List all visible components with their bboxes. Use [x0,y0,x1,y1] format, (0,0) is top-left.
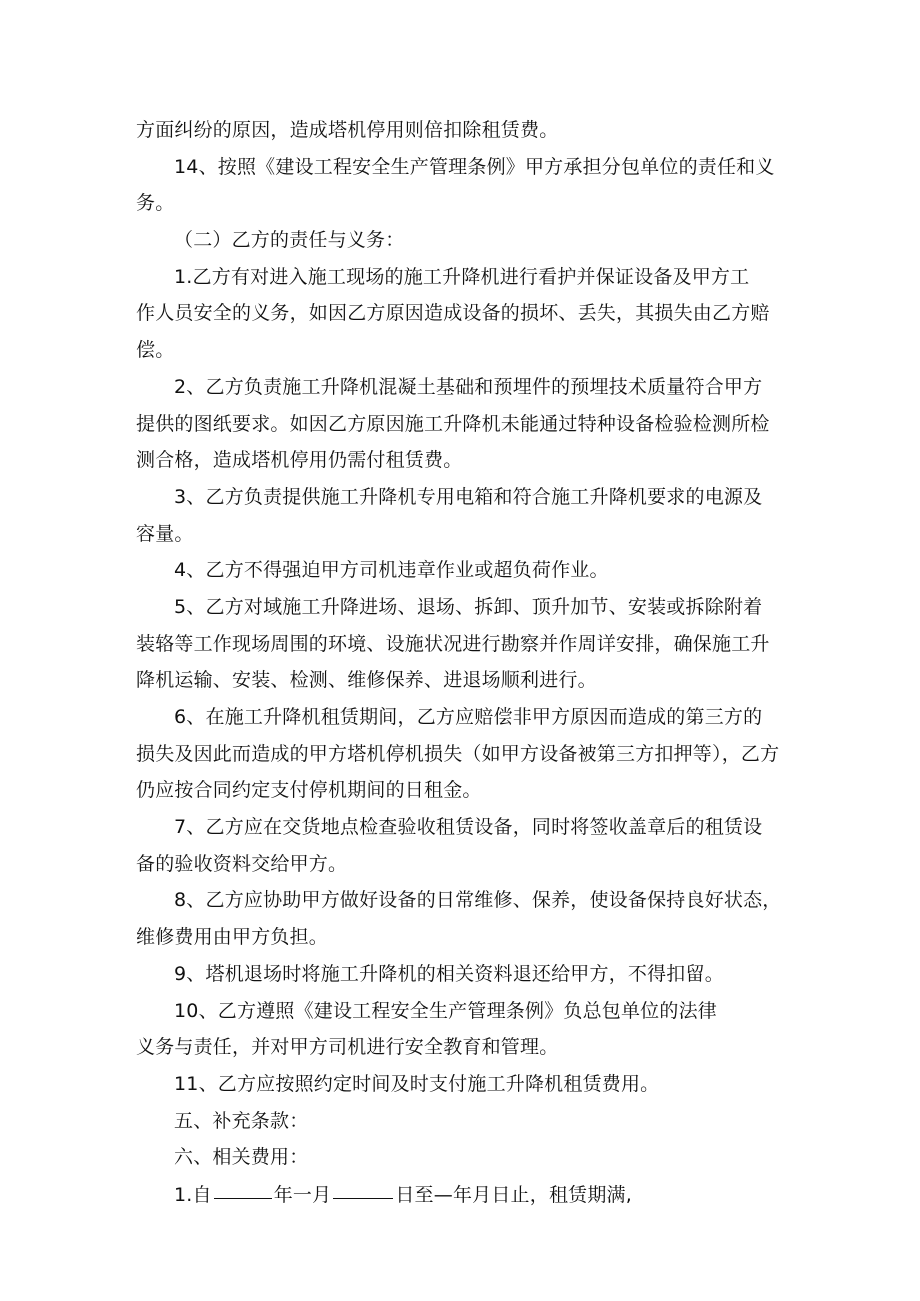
clause-b3-line-2: 容量。 [136,522,194,545]
document-body [136,112,816,1213]
clause-14-line-2: 务。 [136,192,175,215]
clause-b2-line-1: 2、乙方负责施工升降机混凝土基础和预埋件的预埋技术质量符合甲方 [174,375,763,398]
clause-b6-line-3: 仍应按合同约定支付停机期间的日租金。 [136,779,482,802]
year-blank [214,1176,272,1199]
clause-b1-line-3: 偿。 [136,339,175,362]
clause-b3-line-1: 3、乙方负责提供施工升降机专用电箱和符合施工升降机要求的电源及 [174,485,763,508]
day-blank [333,1176,393,1199]
section-heading-fees: 六、相关费用： [174,1146,309,1169]
section-heading-supplementary: 五、补充条款： [174,1109,309,1132]
clause-b6-line-2: 损失及因此而造成的甲方塔机停机损失（如甲方设备被第三方扣押等），乙方 [136,742,780,765]
clause-b5-line-2: 装辂等工作现场周围的环境、设施状况进行勘察并作周详安排，确保施工升 [136,632,770,655]
clause-14-line-1: 14、按照《建设工程安全生产管理条例》甲方承担分包单位的责任和义 [174,155,775,178]
clause-b11-line-1: 11、乙方应按照约定时间及时支付施工升降机租赁费用。 [174,1072,660,1095]
clause-b8-line-2: 维修费用由甲方负担。 [136,926,329,949]
clause-b10-line-1: 10、乙方遵照《建设工程安全生产管理条例》负总包单位的法律 [174,999,717,1022]
clause-b7-line-1: 7、乙方应在交货地点检查验收租赁设备，同时将签收盖章后的租赁设 [174,816,763,839]
clause-b1-line-2: 作人员安全的义务，如因乙方原因造成设备的损坏、丢失，其损失由乙方赔 [136,302,770,325]
clause-b6-line-1: 6、在施工升降机租赁期间，乙方应赔偿非甲方原因而造成的第三方的 [174,706,763,728]
section-heading-party-b: （二）乙方的责任与义务： [174,229,405,252]
clause-b2-line-2: 提供的图纸要求。如因乙方原因施工升降机未能通过特种设备检验检测所检 [136,412,770,435]
clause-b9-line-1: 9、塔机退场时将施工升降机的相关资料退还给甲方，不得扣留。 [174,962,724,985]
clause-b5-line-1: 5、乙方对域施工升降进场、退场、拆卸、顶升加节、安装或拆除附着 [174,595,763,618]
clause-b4-line-1: 4、乙方不得强迫甲方司机违章作业或超负荷作业。 [174,559,609,582]
fees-clause-1-prefix: 1.自 [174,1183,212,1206]
text-line-continuation: 方面纠纷的原因，造成塔机停用则倍扣除租赁费。 [136,119,559,141]
fees-clause-1-suffix: 日至—年月日止，租赁期满, [395,1183,632,1206]
clause-b8-line-1: 8、乙方应协助甲方做好设备的日常维修、保养，使设备保持良好状态， [174,889,782,912]
clause-b7-line-2: 备的验收资料交给甲方。 [136,852,348,875]
fees-clause-1-line-1 [136,1176,816,1213]
clause-b1-line-1: 1.乙方有对进入施工现场的施工升降机进行看护并保证设备及甲方工 [174,265,750,288]
clause-b5-line-3: 降机运输、安装、检测、维修保养、进退场顺利进行。 [136,669,597,692]
clause-b2-line-3: 测合格，造成塔机停用仍需付租赁费。 [136,449,463,472]
fees-clause-1-month: 年一月 [273,1183,332,1206]
clause-b10-line-2: 义务与责任，并对甲方司机进行安全教育和管理。 [136,1036,559,1059]
